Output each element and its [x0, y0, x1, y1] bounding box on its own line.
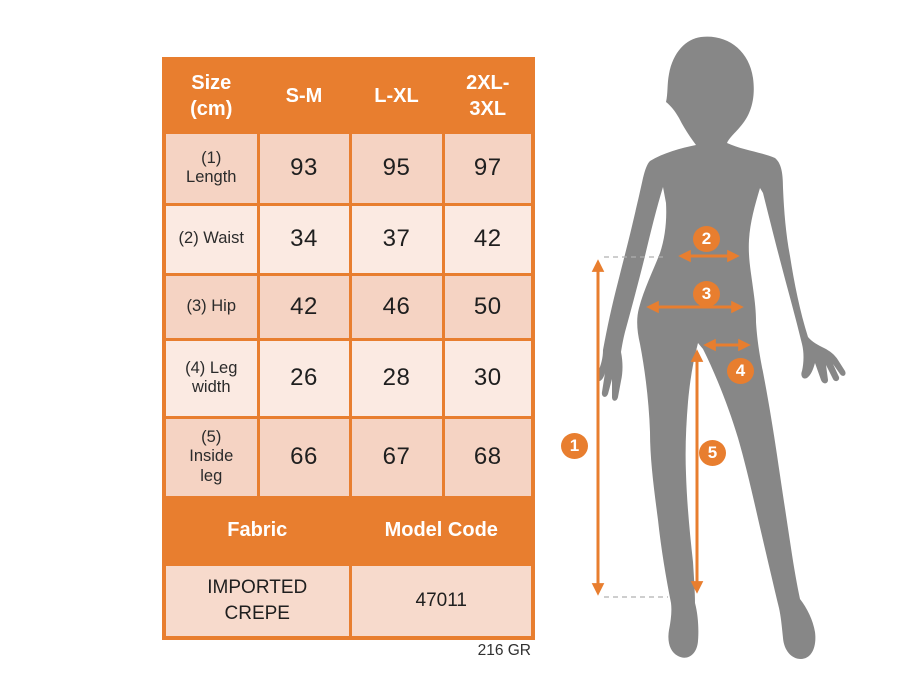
value-inside-leg-2xl3xl: 68 — [443, 417, 533, 497]
value-leg-width-sm: 26 — [258, 339, 350, 417]
value-hip-lxl: 46 — [350, 274, 443, 339]
weight-note: 216 GR — [477, 642, 531, 659]
value-hip-sm: 42 — [258, 274, 350, 339]
measurement-badge-5: 5 — [699, 440, 726, 466]
header-l-xl: L-XL — [350, 59, 443, 132]
value-waist-sm: 34 — [258, 204, 350, 274]
value-length-2xl3xl: 97 — [443, 132, 533, 204]
row-label-waist: (2) Waist — [164, 204, 258, 274]
value-leg-width-2xl3xl: 30 — [443, 339, 533, 417]
row-label-length: (1) Length — [164, 132, 258, 204]
header-size-cm: Size (cm) — [164, 59, 258, 132]
value-length-sm: 93 — [258, 132, 350, 204]
value-leg-width-lxl: 28 — [350, 339, 443, 417]
value-length-lxl: 95 — [350, 132, 443, 204]
row-label-leg-width: (4) Leg width — [164, 339, 258, 417]
measurement-badge-4: 4 — [727, 358, 754, 384]
value-waist-lxl: 37 — [350, 204, 443, 274]
header-s-m: S-M — [258, 59, 350, 132]
fabric-value: IMPORTED CREPE — [164, 564, 350, 638]
measurement-badge-1: 1 — [561, 433, 588, 459]
value-inside-leg-lxl: 67 — [350, 417, 443, 497]
row-label-hip: (3) Hip — [164, 274, 258, 339]
measurement-badge-3: 3 — [693, 281, 720, 307]
fabric-header: Fabric — [164, 497, 350, 564]
model-code-value: 47011 — [350, 564, 533, 638]
model-code-header: Model Code — [350, 497, 533, 564]
value-waist-2xl3xl: 42 — [443, 204, 533, 274]
header-2xl-3xl: 2XL-3XL — [443, 59, 533, 132]
value-hip-2xl3xl: 50 — [443, 274, 533, 339]
row-label-inside-leg: (5) Inside leg — [164, 417, 258, 497]
measurement-badge-2: 2 — [693, 226, 720, 252]
body-silhouette — [597, 37, 846, 659]
value-inside-leg-sm: 66 — [258, 417, 350, 497]
